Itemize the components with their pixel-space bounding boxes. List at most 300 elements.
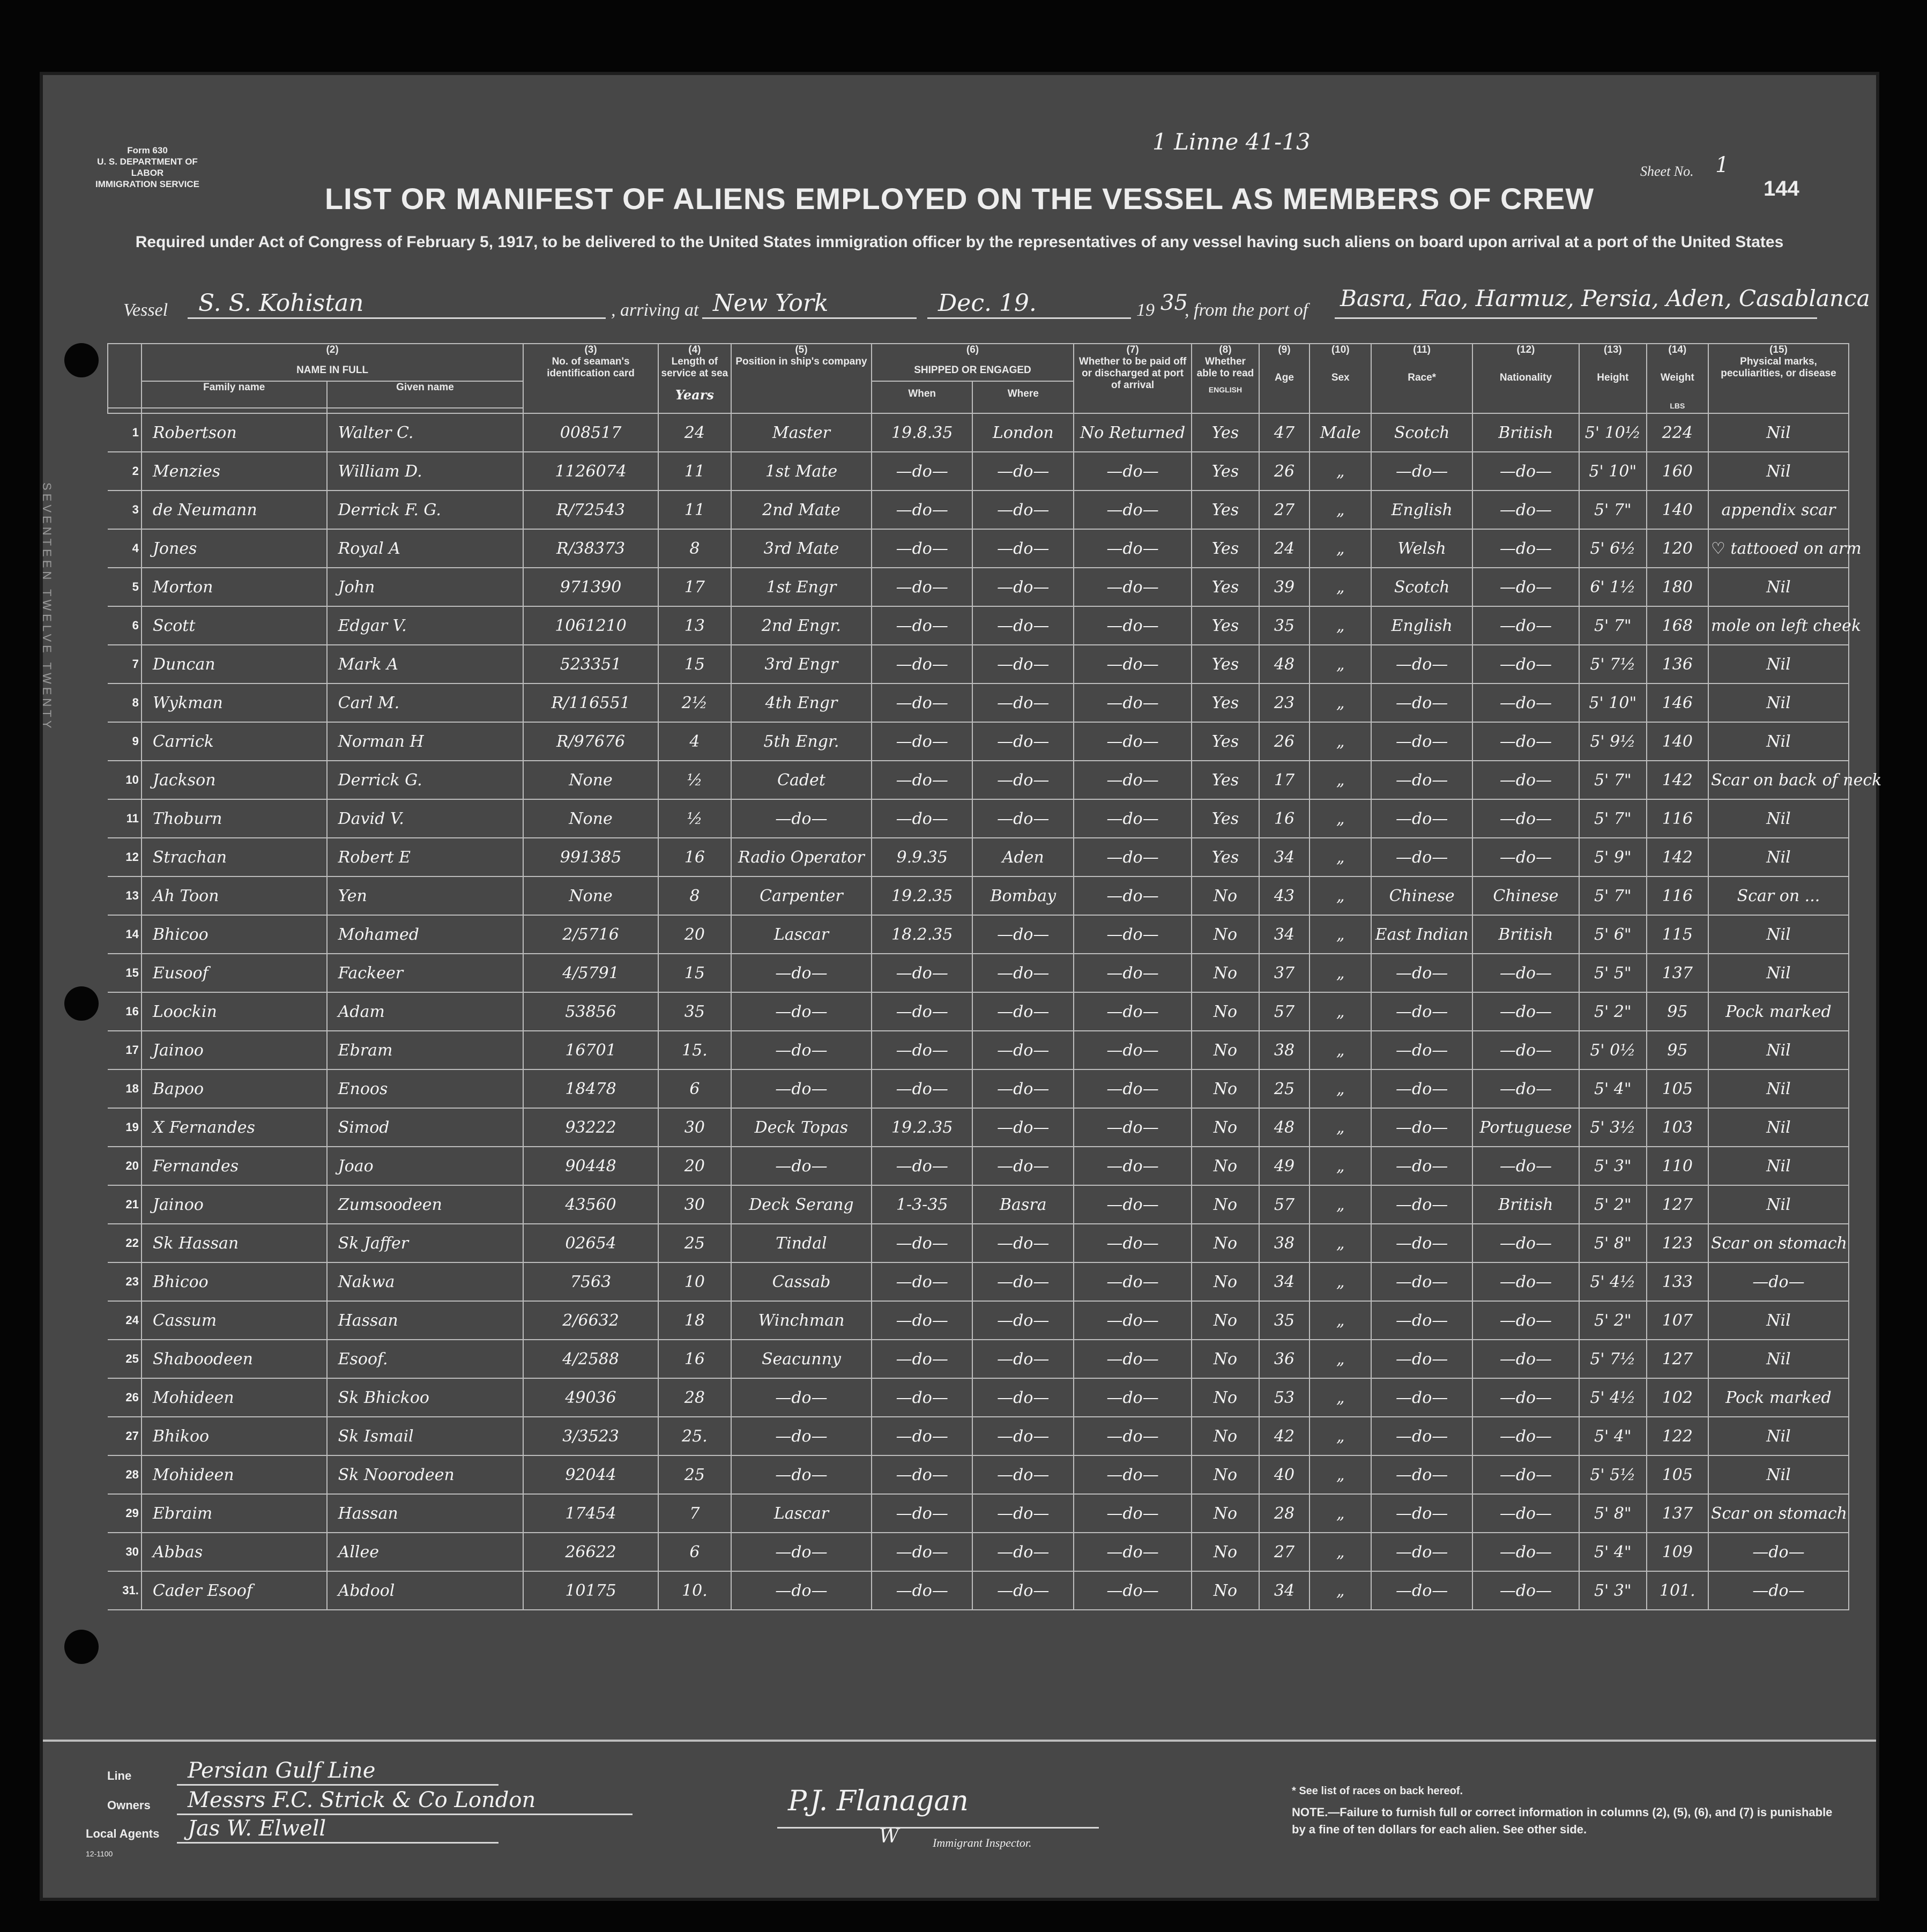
- sex: „: [1310, 761, 1371, 799]
- line-number: 14: [108, 915, 142, 954]
- position: Lascar: [731, 915, 872, 954]
- height: 5' 8": [1579, 1224, 1647, 1262]
- where-header: Where: [972, 381, 1074, 413]
- sheet-number-label: Sheet No.: [1640, 164, 1694, 179]
- family-name: Bhikoo: [142, 1417, 327, 1455]
- weight: 180: [1647, 568, 1708, 606]
- shipped-when: —do—: [872, 645, 973, 683]
- service-years: 25.: [658, 1417, 731, 1455]
- shipped-where: —do—: [972, 1108, 1074, 1147]
- paid-off: No Returned: [1074, 413, 1192, 452]
- line-label: Line: [107, 1769, 132, 1782]
- physical-marks: Nil: [1708, 799, 1849, 838]
- position: —do—: [731, 799, 872, 838]
- race-note: * See list of races on back hereof.: [1292, 1785, 1463, 1797]
- weight: 116: [1647, 876, 1708, 915]
- line-name: Persian Gulf Line: [188, 1758, 376, 1783]
- nationality: British: [1472, 1185, 1579, 1224]
- height: 5' 4": [1579, 1069, 1647, 1108]
- id-card: 10175: [523, 1571, 658, 1610]
- service-years: 35: [658, 992, 731, 1031]
- sex: „: [1310, 1455, 1371, 1494]
- shipped-when: —do—: [872, 1455, 973, 1494]
- position: —do—: [731, 1533, 872, 1571]
- nationality: —do—: [1472, 1378, 1579, 1417]
- weight: 95: [1647, 992, 1708, 1031]
- line-number: 30: [108, 1533, 142, 1571]
- crew-row: [108, 954, 1849, 992]
- service-years: 28: [658, 1378, 731, 1417]
- nationality: —do—: [1472, 799, 1579, 838]
- physical-marks: Nil: [1708, 1340, 1849, 1378]
- position: 3rd Engr: [731, 645, 872, 683]
- race: —do—: [1371, 1069, 1472, 1108]
- given-name: Hassan: [327, 1494, 524, 1533]
- paid-off: —do—: [1074, 1069, 1192, 1108]
- nationality: —do—: [1472, 992, 1579, 1031]
- paid-off: —do—: [1074, 915, 1192, 954]
- sex: „: [1310, 1417, 1371, 1455]
- crew-row: [108, 1571, 1849, 1610]
- race: English: [1371, 491, 1472, 529]
- race: —do—: [1371, 1031, 1472, 1069]
- sex: „: [1310, 1571, 1371, 1610]
- height: 5' 4½: [1579, 1262, 1647, 1301]
- height: 5' 7½: [1579, 1340, 1647, 1378]
- weight: 122: [1647, 1417, 1708, 1455]
- weight: 116: [1647, 799, 1708, 838]
- able-to-read: Yes: [1192, 799, 1259, 838]
- position: —do—: [731, 1378, 872, 1417]
- crew-row: [108, 1417, 1849, 1455]
- shipped-when: 1-3-35: [872, 1185, 973, 1224]
- shipped-where: —do—: [972, 1378, 1074, 1417]
- shipped-where: —do—: [972, 799, 1074, 838]
- document-subtitle: Required under Act of Congress of February 5, 1917, to be delivered to the United States immigration officer by the representatives of any vessel having such aliens on board upon arrival at a port of the United States: [135, 233, 1784, 251]
- paid-off: —do—: [1074, 1031, 1192, 1069]
- paid-off: —do—: [1074, 1108, 1192, 1147]
- line-number: 4: [108, 529, 142, 568]
- height: 5' 4": [1579, 1533, 1647, 1571]
- nationality: British: [1472, 915, 1579, 954]
- arrival-date: Dec. 19.: [938, 289, 1037, 317]
- height: 5' 2": [1579, 992, 1647, 1031]
- shipped-where: —do—: [972, 683, 1074, 722]
- family-name: Bhicoo: [142, 1262, 327, 1301]
- position: 2nd Engr.: [731, 606, 872, 645]
- owners-label: Owners: [107, 1799, 151, 1812]
- departure-ports: Basra, Fao, Harmuz, Persia, Aden, Casablanca: [1340, 285, 1870, 311]
- sex: „: [1310, 683, 1371, 722]
- nationality: —do—: [1472, 491, 1579, 529]
- sex: „: [1310, 491, 1371, 529]
- line-number: 19: [108, 1108, 142, 1147]
- race: Welsh: [1371, 529, 1472, 568]
- race: —do—: [1371, 1262, 1472, 1301]
- nationality: —do—: [1472, 1571, 1579, 1610]
- crew-row: [108, 1494, 1849, 1533]
- sex: „: [1310, 838, 1371, 876]
- service-years: 20: [658, 1147, 731, 1185]
- line-number: 8: [108, 683, 142, 722]
- id-card: 971390: [523, 568, 658, 606]
- sex: „: [1310, 954, 1371, 992]
- weight: 103: [1647, 1108, 1708, 1147]
- id-card: 90448: [523, 1147, 658, 1185]
- shipped-when: —do—: [872, 1301, 973, 1340]
- height: 5' 3": [1579, 1147, 1647, 1185]
- id-card: 4/5791: [523, 954, 658, 992]
- able-to-read: No: [1192, 992, 1259, 1031]
- family-name: Ah Toon: [142, 876, 327, 915]
- line-number: 15: [108, 954, 142, 992]
- service-name: IMMIGRATION SERVICE: [95, 179, 199, 189]
- line-number: 6: [108, 606, 142, 645]
- id-card: R/38373: [523, 529, 658, 568]
- service-years: 11: [658, 452, 731, 491]
- physical-marks: Nil: [1708, 645, 1849, 683]
- service-years: 17: [658, 568, 731, 606]
- sex: „: [1310, 1031, 1371, 1069]
- service-years: 25: [658, 1224, 731, 1262]
- sex: „: [1310, 568, 1371, 606]
- weight: 127: [1647, 1340, 1708, 1378]
- able-to-read: No: [1192, 1340, 1259, 1378]
- race: —do—: [1371, 1455, 1472, 1494]
- weight: 137: [1647, 1494, 1708, 1533]
- given-name: Nakwa: [327, 1262, 524, 1301]
- physical-marks: Nil: [1708, 722, 1849, 761]
- physical-marks: mole on left cheek: [1708, 606, 1849, 645]
- physical-marks: appendix scar: [1708, 491, 1849, 529]
- height: 5' 7": [1579, 799, 1647, 838]
- form-number: Form 630: [127, 145, 168, 155]
- crew-row: [108, 568, 1849, 606]
- race: —do—: [1371, 761, 1472, 799]
- paid-off: —do—: [1074, 1533, 1192, 1571]
- from-port-label: , from the port of: [1185, 300, 1308, 320]
- physical-marks: Nil: [1708, 413, 1849, 452]
- shipped-when: —do—: [872, 1378, 973, 1417]
- weight: 123: [1647, 1224, 1708, 1262]
- service-years: 18: [658, 1301, 731, 1340]
- family-name: Shaboodeen: [142, 1340, 327, 1378]
- arriving-label: , arriving at: [611, 300, 699, 320]
- manifest-sheet: [40, 75, 1882, 1898]
- family-name: Duncan: [142, 645, 327, 683]
- able-to-read: No: [1192, 1147, 1259, 1185]
- position: Winchman: [731, 1301, 872, 1340]
- paid-off: —do—: [1074, 1494, 1192, 1533]
- height: 5' 7": [1579, 606, 1647, 645]
- margin-stamp: SEVENTEEN TWELVE TWENTY: [40, 482, 54, 732]
- given-name: Walter C.: [327, 413, 524, 452]
- line-number: 22: [108, 1224, 142, 1262]
- able-to-read: No: [1192, 1069, 1259, 1108]
- family-name: Bhicoo: [142, 915, 327, 954]
- nationality: —do—: [1472, 1069, 1579, 1108]
- sheet-number: 1: [1715, 153, 1729, 177]
- service-years: 16: [658, 1340, 731, 1378]
- height: 5' 7": [1579, 876, 1647, 915]
- paid-off: —do—: [1074, 1571, 1192, 1610]
- id-card-header: (3) No. of seaman's identification card: [523, 344, 658, 413]
- sex: „: [1310, 1262, 1371, 1301]
- weight: 120: [1647, 529, 1708, 568]
- race-header: (11) Race*: [1371, 344, 1472, 413]
- shipped-when: —do—: [872, 568, 973, 606]
- physical-marks: Nil: [1708, 1147, 1849, 1185]
- id-card: 1061210: [523, 606, 658, 645]
- able-to-read: Yes: [1192, 683, 1259, 722]
- weight: 146: [1647, 683, 1708, 722]
- document-title: LIST OR MANIFEST OF ALIENS EMPLOYED ON THE VESSEL AS MEMBERS OF CREW: [324, 182, 1595, 216]
- physical-marks: Nil: [1708, 838, 1849, 876]
- marks-header: (15) Physical marks, peculiarities, or disease: [1708, 344, 1849, 413]
- height: 5' 6": [1579, 915, 1647, 954]
- paid-off: —do—: [1074, 452, 1192, 491]
- given-name: William D.: [327, 452, 524, 491]
- sex-header: (10) Sex: [1310, 344, 1371, 413]
- weight: 109: [1647, 1533, 1708, 1571]
- service-years: 16: [658, 838, 731, 876]
- id-card: 2/5716: [523, 915, 658, 954]
- physical-marks: Nil: [1708, 1069, 1849, 1108]
- nationality: —do—: [1472, 838, 1579, 876]
- nationality: —do—: [1472, 606, 1579, 645]
- top-annotation: 1 Linne 41-13: [1152, 129, 1311, 155]
- punch-hole: [64, 1630, 99, 1664]
- given-name: Abdool: [327, 1571, 524, 1610]
- able-to-read: Yes: [1192, 645, 1259, 683]
- line-number: 29: [108, 1494, 142, 1533]
- shipped-when: —do—: [872, 761, 973, 799]
- owners-name: Messrs F.C. Strick & Co London: [188, 1788, 536, 1812]
- able-to-read: Yes: [1192, 413, 1259, 452]
- id-card: R/116551: [523, 683, 658, 722]
- agents-label: Local Agents: [86, 1827, 160, 1840]
- able-to-read: No: [1192, 876, 1259, 915]
- age: 43: [1259, 876, 1310, 915]
- physical-marks: —do—: [1708, 1571, 1849, 1610]
- weight: 224: [1647, 413, 1708, 452]
- age: 23: [1259, 683, 1310, 722]
- paid-off-header: (7) Whether to be paid off or discharged at port of arrival: [1074, 344, 1192, 413]
- paid-off: —do—: [1074, 568, 1192, 606]
- age: 28: [1259, 1494, 1310, 1533]
- crew-row: [108, 645, 1849, 683]
- paid-off: —do—: [1074, 606, 1192, 645]
- able-to-read: Yes: [1192, 761, 1259, 799]
- service-years: 11: [658, 491, 731, 529]
- id-card: None: [523, 876, 658, 915]
- shipped-when: —do—: [872, 1262, 973, 1301]
- line-number: 11: [108, 799, 142, 838]
- paid-off: —do—: [1074, 1224, 1192, 1262]
- id-card: 4/2588: [523, 1340, 658, 1378]
- sex: „: [1310, 1378, 1371, 1417]
- age: 57: [1259, 992, 1310, 1031]
- nationality: —do—: [1472, 568, 1579, 606]
- height: 5' 6½: [1579, 529, 1647, 568]
- weight: 105: [1647, 1069, 1708, 1108]
- weight: 160: [1647, 452, 1708, 491]
- physical-marks: Nil: [1708, 954, 1849, 992]
- paid-off: —do—: [1074, 722, 1192, 761]
- position: 2nd Mate: [731, 491, 872, 529]
- age: 27: [1259, 1533, 1310, 1571]
- line-number: 17: [108, 1031, 142, 1069]
- department-name: U. S. DEPARTMENT OF LABOR: [97, 157, 198, 178]
- sex: „: [1310, 452, 1371, 491]
- id-card: 3/3523: [523, 1417, 658, 1455]
- family-name: Scott: [142, 606, 327, 645]
- able-read-header: (8) Whether able to read ENGLISH: [1192, 344, 1259, 413]
- physical-marks: Nil: [1708, 1417, 1849, 1455]
- shipped-where: —do—: [972, 1147, 1074, 1185]
- race: English: [1371, 606, 1472, 645]
- shipped-where: —do—: [972, 1417, 1074, 1455]
- given-name: Robert E: [327, 838, 524, 876]
- inspector-initials: W: [879, 1825, 899, 1847]
- id-card: 17454: [523, 1494, 658, 1533]
- line-number: 9: [108, 722, 142, 761]
- height: 5' 4½: [1579, 1378, 1647, 1417]
- shipped-where: —do—: [972, 992, 1074, 1031]
- crew-row: [108, 722, 1849, 761]
- line-number: 21: [108, 1185, 142, 1224]
- race: Scotch: [1371, 568, 1472, 606]
- age: 34: [1259, 838, 1310, 876]
- sex: „: [1310, 606, 1371, 645]
- physical-marks: Scar on stomach: [1708, 1494, 1849, 1533]
- service-years: 15: [658, 954, 731, 992]
- nationality: —do—: [1472, 1301, 1579, 1340]
- able-to-read: No: [1192, 1571, 1259, 1610]
- id-card: None: [523, 761, 658, 799]
- shipped-when: —do—: [872, 1031, 973, 1069]
- id-card: 49036: [523, 1378, 658, 1417]
- sex: „: [1310, 645, 1371, 683]
- punch-hole: [64, 343, 99, 377]
- height-header: (13) Height: [1579, 344, 1647, 413]
- weight: 95: [1647, 1031, 1708, 1069]
- line-number: 3: [108, 491, 142, 529]
- service-years: ½: [658, 799, 731, 838]
- crew-row: [108, 413, 1849, 452]
- height: 5' 4": [1579, 1417, 1647, 1455]
- family-name-header: Family name: [142, 381, 327, 408]
- weight: 102: [1647, 1378, 1708, 1417]
- position: Cassab: [731, 1262, 872, 1301]
- height: 5' 0½: [1579, 1031, 1647, 1069]
- height: 5' 9": [1579, 838, 1647, 876]
- race: Chinese: [1371, 876, 1472, 915]
- age: 36: [1259, 1340, 1310, 1378]
- paid-off: —do—: [1074, 1340, 1192, 1378]
- shipped-where: —do—: [972, 722, 1074, 761]
- shipped-when: —do—: [872, 954, 973, 992]
- race: —do—: [1371, 1147, 1472, 1185]
- shipped-when: —do—: [872, 722, 973, 761]
- line-number: 31.: [108, 1571, 142, 1610]
- crew-row: [108, 529, 1849, 568]
- given-name: Sk Ismail: [327, 1417, 524, 1455]
- position: —do—: [731, 1455, 872, 1494]
- arrival-port: New York: [713, 289, 829, 317]
- age: 35: [1259, 606, 1310, 645]
- family-name: Eusoof: [142, 954, 327, 992]
- nationality: —do—: [1472, 1417, 1579, 1455]
- sex: „: [1310, 529, 1371, 568]
- weight: 140: [1647, 722, 1708, 761]
- shipped-where: —do—: [972, 1031, 1074, 1069]
- shipped-where: —do—: [972, 1224, 1074, 1262]
- sex: „: [1310, 1147, 1371, 1185]
- weight: 115: [1647, 915, 1708, 954]
- shipped-where: —do—: [972, 1069, 1074, 1108]
- able-to-read: No: [1192, 915, 1259, 954]
- shipped-when: —do—: [872, 452, 973, 491]
- service-years: ½: [658, 761, 731, 799]
- sex: „: [1310, 1301, 1371, 1340]
- vessel-name: S. S. Kohistan: [198, 289, 364, 317]
- physical-marks: ♡ tattooed on arm: [1708, 529, 1849, 568]
- paid-off: —do—: [1074, 683, 1192, 722]
- given-name: David V.: [327, 799, 524, 838]
- race: —do—: [1371, 1378, 1472, 1417]
- able-to-read: No: [1192, 1224, 1259, 1262]
- position: —do—: [731, 1147, 872, 1185]
- year-prefix: 19: [1136, 300, 1155, 320]
- weight: 101.: [1647, 1571, 1708, 1610]
- weight: 105: [1647, 1455, 1708, 1494]
- line-number: 7: [108, 645, 142, 683]
- nationality: —do—: [1472, 529, 1579, 568]
- position: —do—: [731, 1031, 872, 1069]
- shipped-where: —do—: [972, 954, 1074, 992]
- crew-row: [108, 1301, 1849, 1340]
- family-name: Jainoo: [142, 1185, 327, 1224]
- age: 39: [1259, 568, 1310, 606]
- shipped-where: —do—: [972, 1571, 1074, 1610]
- weight: 127: [1647, 1185, 1708, 1224]
- shipped-where: —do—: [972, 529, 1074, 568]
- sex: „: [1310, 1533, 1371, 1571]
- family-name: Jackson: [142, 761, 327, 799]
- shipped-where: —do—: [972, 1494, 1074, 1533]
- shipped-where: —do—: [972, 606, 1074, 645]
- position: —do—: [731, 992, 872, 1031]
- line-number: 25: [108, 1340, 142, 1378]
- service-years: 8: [658, 529, 731, 568]
- crew-row: [108, 1069, 1849, 1108]
- crew-row: [108, 491, 1849, 529]
- crew-row: [108, 799, 1849, 838]
- race: East Indian: [1371, 915, 1472, 954]
- form-code: 12-1100: [86, 1849, 113, 1858]
- weight: 140: [1647, 491, 1708, 529]
- sex: „: [1310, 799, 1371, 838]
- nationality: —do—: [1472, 452, 1579, 491]
- shipped-when: —do—: [872, 1417, 973, 1455]
- paid-off: —do—: [1074, 954, 1192, 992]
- crew-row: [108, 1224, 1849, 1262]
- crew-row: [108, 992, 1849, 1031]
- given-name: Carl M.: [327, 683, 524, 722]
- paid-off: —do—: [1074, 1301, 1192, 1340]
- line-number-header: [108, 344, 142, 408]
